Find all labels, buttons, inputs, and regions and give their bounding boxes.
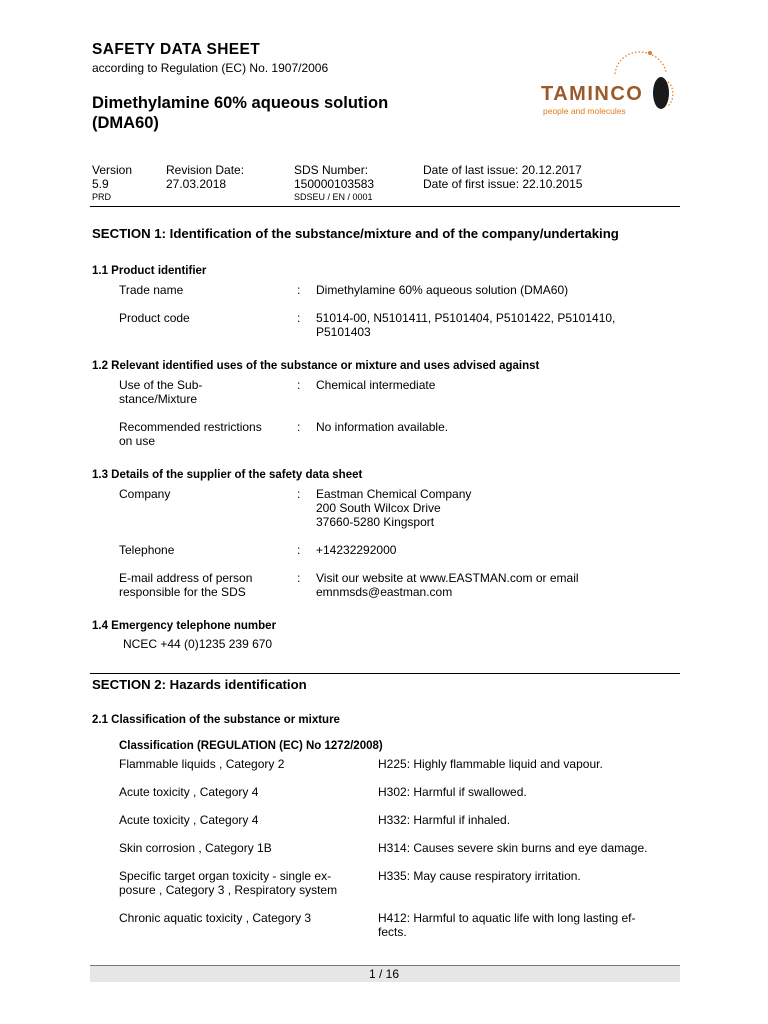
classification-row-3: Acute toxicity , Category 4 (119, 813, 259, 827)
classification-row-6: Chronic aquatic toxicity , Category 3 (119, 911, 312, 925)
classification-row-5-line-1: Specific target organ toxicity - single ex- (119, 869, 332, 883)
telephone-label: Telephone (119, 543, 175, 557)
prd-code: PRD (92, 192, 112, 202)
trade-name-label: Trade name (119, 283, 184, 297)
version-value: 5.9 (92, 177, 109, 191)
divider (90, 206, 680, 207)
subsection-1-3-title: 1.3 Details of the supplier of the safety data sheet (92, 469, 363, 481)
company-label: Company (119, 487, 171, 501)
product-code-label: Product code (119, 311, 190, 325)
use-label-line-1: Use of the Sub- (119, 378, 203, 392)
use-label-line-2: stance/Mixture (119, 392, 198, 406)
revision-date-value: 27.03.2018 (166, 177, 227, 191)
subsection-2-1-title: 2.1 Classification of the substance or mixture (92, 714, 340, 726)
classification-row-5-line-2: posure , Category 3 , Respiratory system (119, 883, 338, 897)
company-name: Eastman Chemical Company (316, 487, 472, 501)
divider (90, 673, 680, 674)
restrictions-value: No information available. (316, 420, 449, 434)
hazard-statement-3: H332: Harmful if inhaled. (378, 813, 511, 827)
hazard-statement-5: H335: May cause respiratory irritation. (378, 869, 581, 883)
hazard-statement-2: H302: Harmful if swallowed. (378, 785, 527, 799)
colon: : (297, 283, 301, 297)
document-title: SAFETY DATA SHEET (92, 41, 261, 58)
restrictions-label-line-2: on use (119, 434, 156, 448)
product-title-line-1: Dimethylamine 60% aqueous solution (92, 94, 389, 112)
hazard-statement-6-line-2: fects. (378, 925, 407, 939)
trade-name-value: Dimethylamine 60% aqueous solution (DMA60) (316, 283, 569, 297)
classification-row-4: Skin corrosion , Category 1B (119, 841, 272, 855)
regulation-reference: according to Regulation (EC) No. 1907/2006 (92, 61, 329, 75)
sds-number-value: 150000103583 (294, 177, 375, 191)
version-label: Version (92, 163, 133, 177)
taminco-logo (537, 44, 685, 120)
date-first-issue: Date of first issue: 22.10.2015 (423, 177, 583, 191)
taminco-logo-graphic (537, 44, 685, 120)
emergency-phone: NCEC +44 (0)1235 239 670 (123, 637, 273, 651)
classification-heading: Classification (REGULATION (EC) No 1272/2008) (119, 740, 383, 752)
use-value: Chemical intermediate (316, 378, 436, 392)
colon: : (297, 487, 301, 501)
company-street: 200 South Wilcox Drive (316, 501, 441, 515)
sds-number-label: SDS Number: (294, 163, 369, 177)
colon: : (297, 571, 301, 585)
classification-row-2: Acute toxicity , Category 4 (119, 785, 259, 799)
company-city: 37660-5280 Kingsport (316, 515, 435, 529)
logo-tagline: people and molecules (543, 106, 626, 116)
hazard-statement-1: H225: Highly flammable liquid and vapour. (378, 757, 603, 771)
subsection-1-1-title: 1.1 Product identifier (92, 265, 207, 277)
section-1-title: SECTION 1: Identification of the substance/mixture and of the company/undertaking (92, 226, 619, 241)
restrictions-label-line-1: Recommended restrictions (119, 420, 262, 434)
hazard-statement-4: H314: Causes severe skin burns and eye damage. (378, 841, 648, 855)
product-title (92, 93, 452, 133)
sds-subcode: SDSEU / EN / 0001 (294, 192, 373, 202)
colon: : (297, 420, 301, 434)
page-number: 1 / 16 (368, 967, 400, 981)
product-code-value-line-1: 51014-00, N5101411, P5101404, P5101422, P5101410, (316, 311, 616, 325)
date-last-issue: Date of last issue: 20.12.2017 (423, 163, 582, 177)
product-code-value-line-2: P5101403 (316, 325, 371, 339)
revision-date-label: Revision Date: (166, 163, 245, 177)
telephone-value: +14232292000 (316, 543, 397, 557)
email-value-line-1: Visit our website at www.EASTMAN.com or email (316, 571, 579, 585)
email-label-line-2: responsible for the SDS (119, 585, 246, 599)
email-value-line-2: emnmsds@eastman.com (316, 585, 453, 599)
colon: : (297, 378, 301, 392)
colon: : (297, 311, 301, 325)
product-title-line-2: (DMA60) (92, 114, 159, 132)
hazard-statement-6-line-1: H412: Harmful to aquatic life with long lasting ef- (378, 911, 636, 925)
colon: : (297, 543, 301, 557)
subsection-1-2-title: 1.2 Relevant identified uses of the substance or mixture and uses advised against (92, 360, 540, 372)
subsection-1-4-title: 1.4 Emergency telephone number (92, 620, 277, 632)
classification-row-1: Flammable liquids , Category 2 (119, 757, 285, 771)
section-2-title: SECTION 2: Hazards identification (92, 677, 307, 692)
email-label-line-1: E-mail address of person (119, 571, 253, 585)
logo-wordmark: TAMINCO (541, 83, 644, 105)
